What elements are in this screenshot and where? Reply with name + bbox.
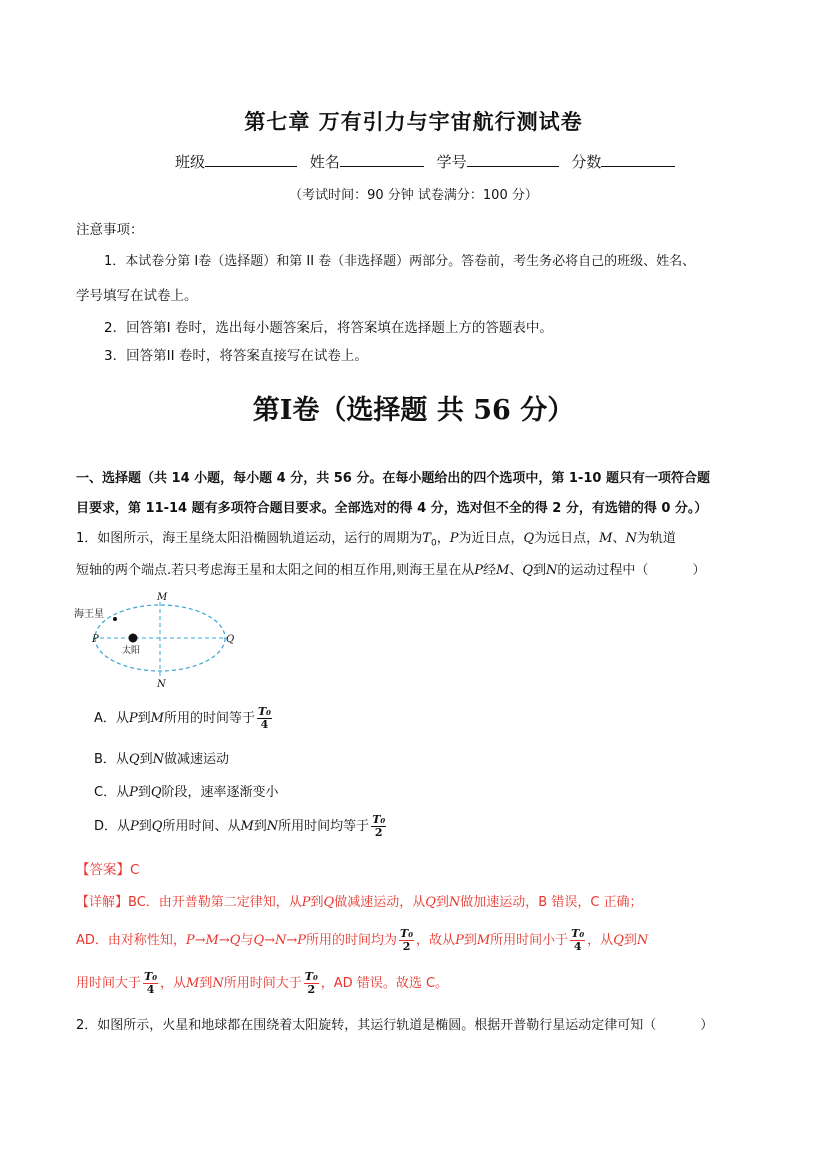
score-label: 分数 xyxy=(571,153,602,171)
name-label: 姓名 xyxy=(309,153,340,171)
fraction-T0-2: $\frac{\text{T₀}}{2}$ xyxy=(372,813,386,839)
note-item-3: 3．回答第II 卷时，将答案直接写在试卷上。 xyxy=(104,348,368,364)
score-blank xyxy=(601,150,675,167)
sun-label: 太阳 xyxy=(122,645,141,655)
q1-stem-line2: 短轴的两个端点.若只考虑海王星和太阳之间的相互作用,则海王星在从P经M、Q到N的运动过程中（ ） xyxy=(76,563,706,578)
planet-dot xyxy=(113,617,117,621)
q1-detail-line2: AD．由对称性知，P→M→Q与Q→N→P所用的时间均为 $\frac{\text{T₀}}{2}$ ，故从P到M所用时间小于 $\frac{\text{T₀}}{4}$ ，从Q到N xyxy=(76,927,649,953)
class-blank xyxy=(205,150,297,167)
note-item-2: 2．回答第I 卷时，选出每小题答案后，将答案填在选择题上方的答题表中。 xyxy=(104,320,553,336)
fraction-T0-4: $\frac{\text{T₀}}{4}$ xyxy=(258,705,272,731)
note-item-1-cont: 学号填写在试卷上。 xyxy=(76,288,198,304)
q2-stem: 2．如图所示，火星和地球都在围绕着太阳旋转，其运行轨道是椭圆。根据开普勒行星运动定律可知（ ） xyxy=(76,1018,714,1033)
name-blank xyxy=(340,150,424,167)
section-title: 第I卷（选择题 共 56 分） xyxy=(252,395,575,426)
q1-option-c[interactable]: C．从P到Q阶段，速率逐渐变小 xyxy=(94,785,279,800)
point-P-label: P xyxy=(92,634,99,645)
id-label: 学号 xyxy=(436,153,467,171)
planet-label: 海王星 xyxy=(74,609,104,620)
class-label: 班级 xyxy=(175,153,206,171)
page-title: 第七章 万有引力与宇宙航行测试卷 xyxy=(244,110,583,134)
q1-detail-line1: 【详解】BC．由开普勒第二定律知，从P到Q做减速运动，从Q到N做加速运动，B 错误，C 正确； xyxy=(76,895,643,910)
q1-orbit-figure xyxy=(72,590,247,690)
sun-dot xyxy=(129,634,138,643)
student-info-line xyxy=(175,150,683,172)
id-blank xyxy=(467,150,559,167)
note-item-1: 1．本试卷分第 I卷（选择题）和第 II 卷（非选择题）两部分。答卷前，考生务必将自己的班级、姓名、 xyxy=(104,254,696,269)
point-N-label: N xyxy=(157,679,166,690)
section-instruction-2: 目要求，第 11-14 题有多项符合题目要求。全部选对的得 4 分，选对但不全的得 2 分，有选错的得 0 分。） xyxy=(76,501,708,516)
point-Q-label: Q xyxy=(226,634,235,645)
q1-option-b[interactable]: B．从Q到N做减速运动 xyxy=(94,752,229,767)
q1-stem-line1: 1．如图所示，海王星绕太阳沿椭圆轨道运动，运行的周期为$T_0$，P为近日点，Q为远日点，M、N为轨道 xyxy=(76,531,676,549)
q1-option-a[interactable]: A．从P到M所用的时间等于 $\frac{\text{T₀}}{4}$ xyxy=(94,705,272,731)
section-instruction-1: 一、选择题（共 14 小题，每小题 4 分，共 56 分。在每小题给出的四个选项中，第 1-10 题只有一项符合题 xyxy=(76,471,710,486)
point-M-label: M xyxy=(157,592,168,603)
q1-detail-line3: 用时间大于 $\frac{\text{T₀}}{4}$ ，从M到N所用时间大于 $\frac{\text{T₀}}{2}$ ，AD 错误。故选 C。 xyxy=(76,970,449,996)
exam-info: （考试时间：90 分钟 试卷满分：100 分） xyxy=(289,188,538,203)
q1-option-d[interactable]: D．从P到Q所用时间、从M到N所用时间均等于 $\frac{\text{T₀}}{2}$ xyxy=(94,813,386,839)
notes-heading: 注意事项： xyxy=(76,222,144,238)
q1-answer: 【答案】C xyxy=(76,862,140,878)
